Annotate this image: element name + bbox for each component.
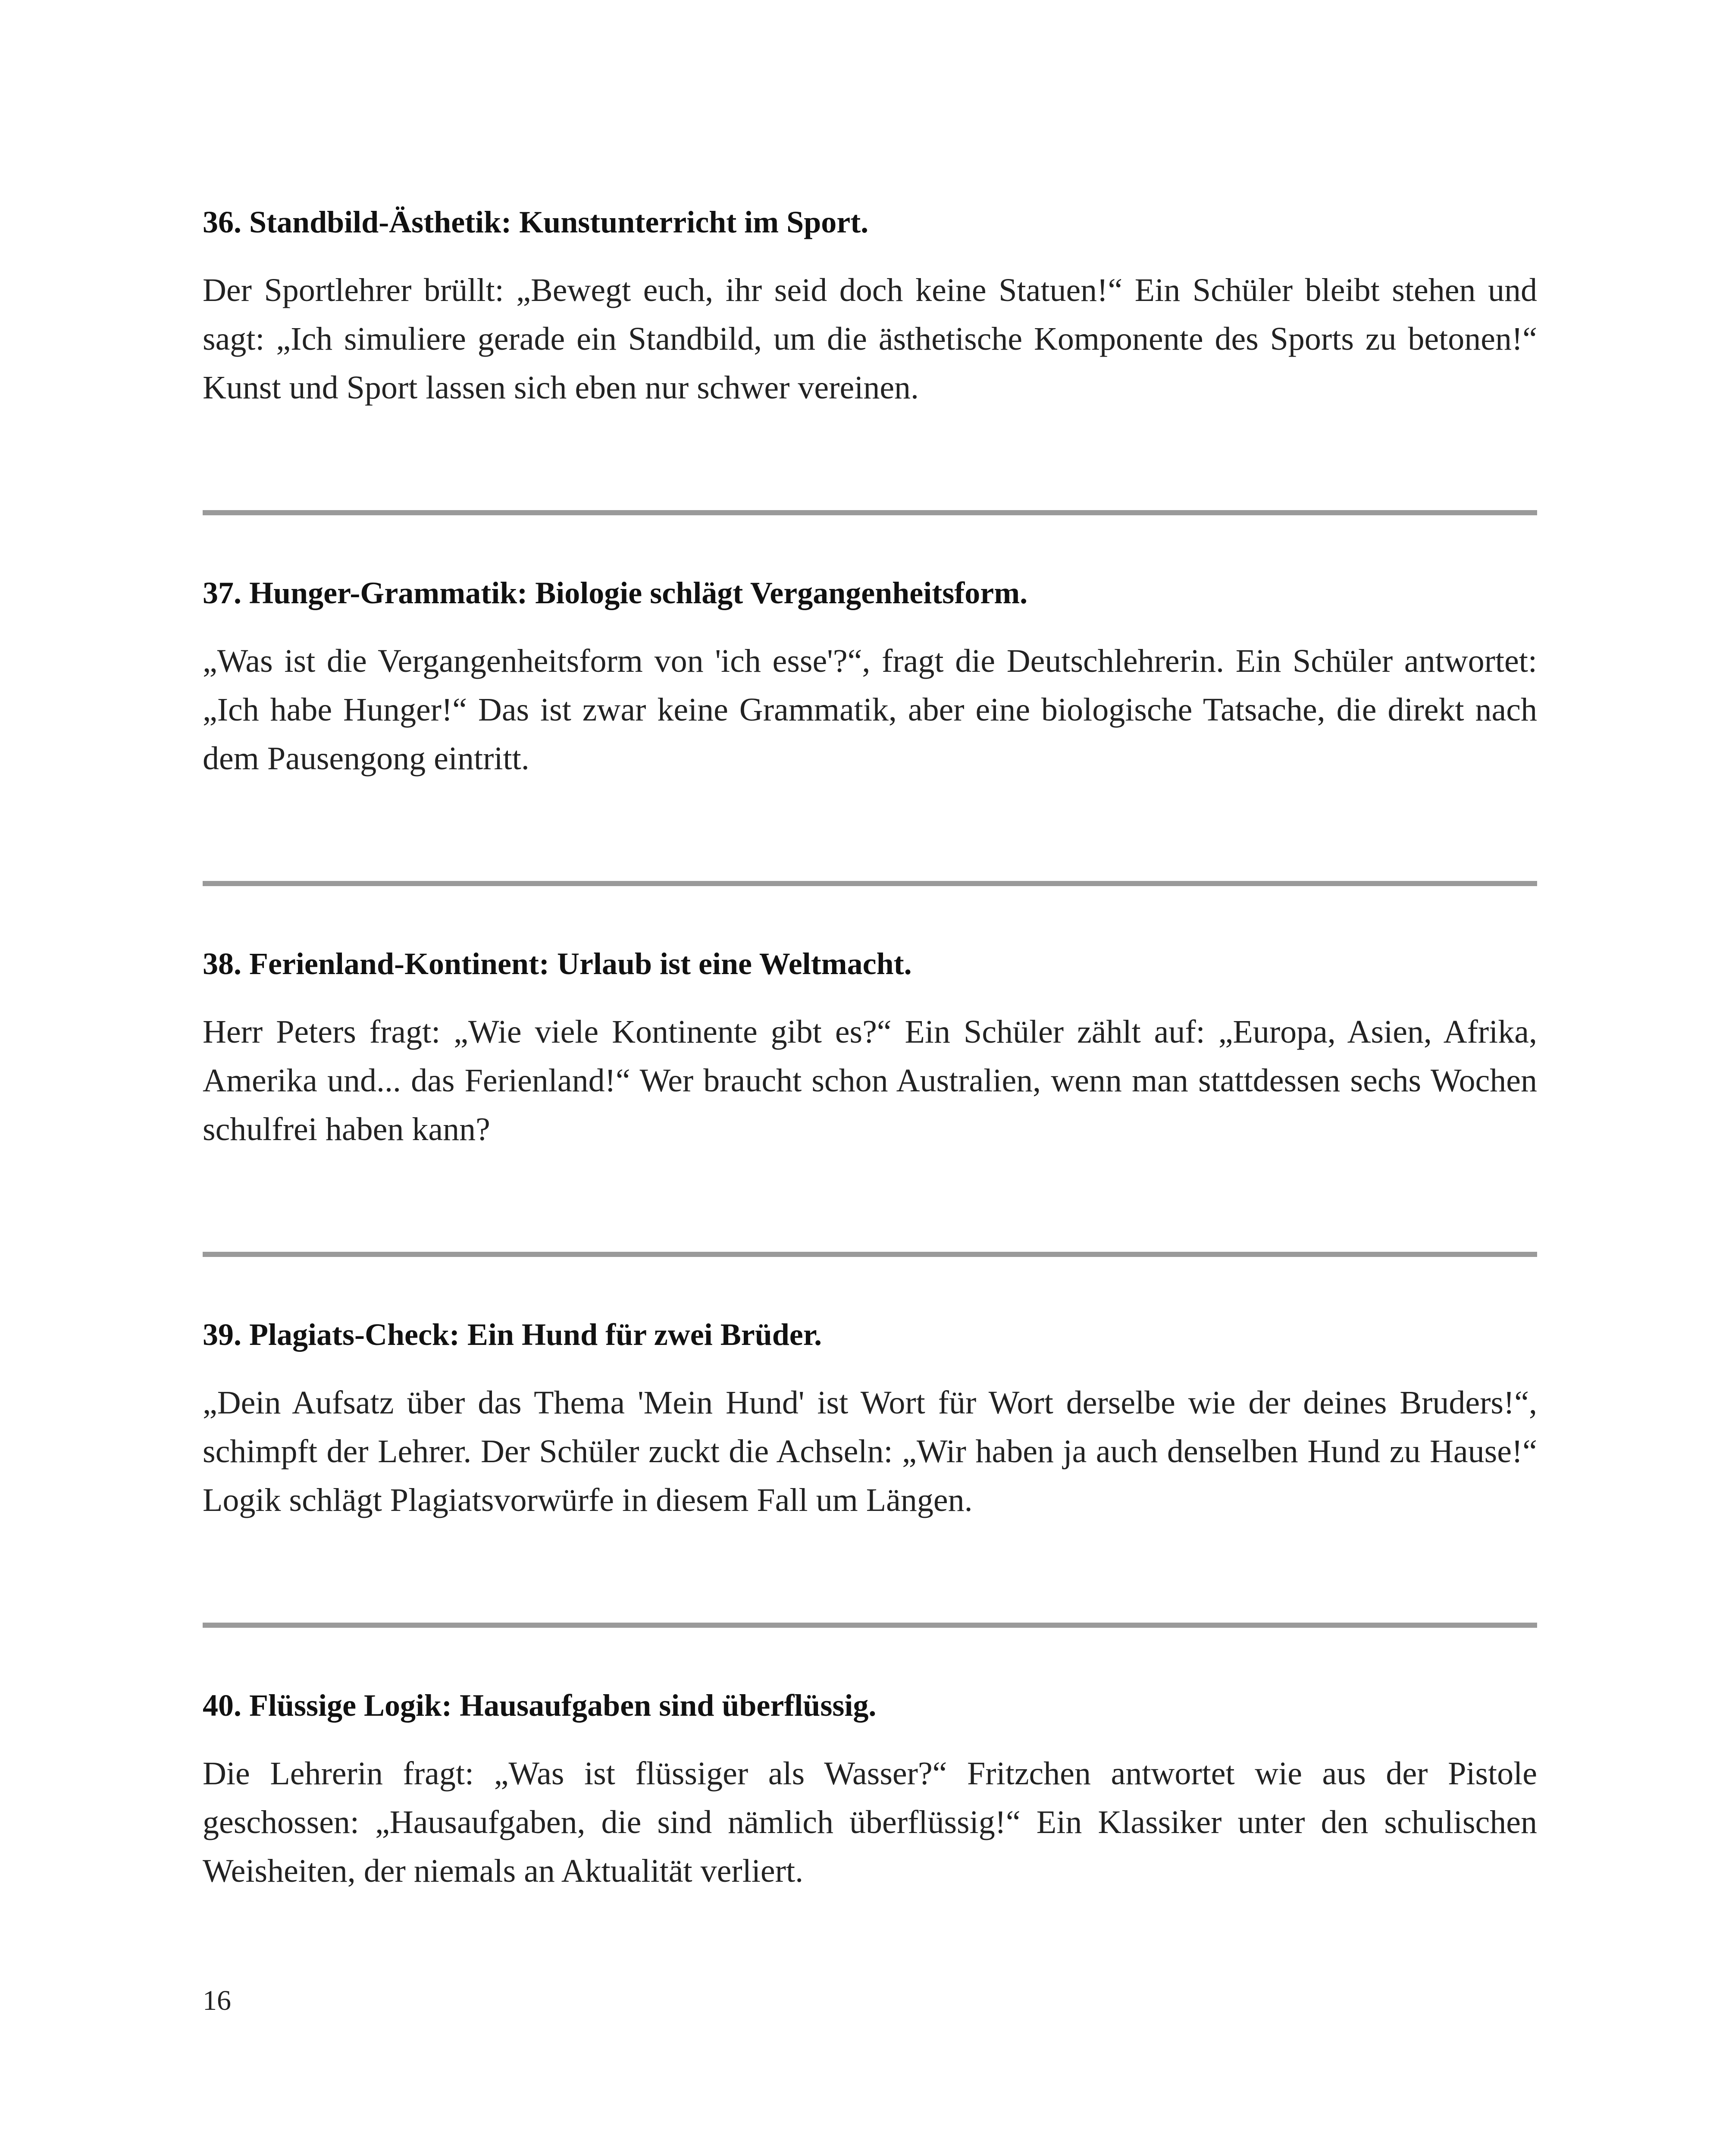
entry-body: „Was ist die Vergangenheitsform von 'ich esse'?“, fragt die Deutschlehrerin. Ein Schüler antwortet: „Ich habe Hunger!“ Das ist zwar keine Grammatik, aber eine biologische Tatsache, die direkt nach dem Pausengong eintritt.	[203, 643, 1537, 777]
entry-title: 38. Ferienland-Kontinent: Urlaub ist eine Weltmacht.	[203, 946, 912, 981]
section-divider	[203, 1252, 1537, 1257]
section-divider	[203, 1623, 1537, 1628]
entry-body: Der Sportlehrer brüllt: „Bewegt euch, ihr seid doch keine Statuen!“ Ein Schüler bleibt stehen und sagt: „Ich simuliere gerade ein Standbild, um die ästhetische Komponente des Sports zu betonen!“ Kunst und Sport lassen sich eben nur schwer vereinen.	[203, 272, 1537, 406]
entry-body: Herr Peters fragt: „Wie viele Kontinente gibt es?“ Ein Schüler zählt auf: „Europa, Asien, Afrika, Amerika und... das Ferienland!“ Wer braucht schon Australien, wenn man stattdessen sechs Wochen schulfrei haben kann?	[203, 1014, 1537, 1147]
document-page	[203, 0, 1537, 2156]
entry-37	[203, 571, 1537, 783]
entry-title: 37. Hunger-Grammatik: Biologie schlägt Vergangenheitsform.	[203, 576, 1028, 610]
entry-38	[203, 942, 1537, 1154]
entry-40	[203, 1684, 1537, 1896]
page-number: 16	[203, 1985, 231, 2016]
entry-title: 40. Flüssige Logik: Hausaufgaben sind überflüssig.	[203, 1688, 877, 1723]
section-divider	[203, 881, 1537, 886]
entry-39	[203, 1313, 1537, 1525]
entry-body: Die Lehrerin fragt: „Was ist flüssiger als Wasser?“ Fritzchen antwortet wie aus der Pistole geschossen: „Hausaufgaben, die sind nämlich überflüssig!“ Ein Klassiker unter den schulischen Weisheiten, der niemals an Aktualität verliert.	[203, 1755, 1537, 1889]
entry-title: 36. Standbild-Ästhetik: Kunstunterricht im Sport.	[203, 205, 869, 239]
entry-title: 39. Plagiats-Check: Ein Hund für zwei Brüder.	[203, 1317, 822, 1352]
entry-body: „Dein Aufsatz über das Thema 'Mein Hund' ist Wort für Wort derselbe wie der deines Bruders!“, schimpft der Lehrer. Der Schüler zuckt die Achseln: „Wir haben ja auch denselben Hund zu Hause!“ Logik schlägt Plagiatsvorwürfe in diesem Fall um Längen.	[203, 1385, 1537, 1518]
section-divider	[203, 510, 1537, 515]
entry-36	[203, 201, 1537, 412]
